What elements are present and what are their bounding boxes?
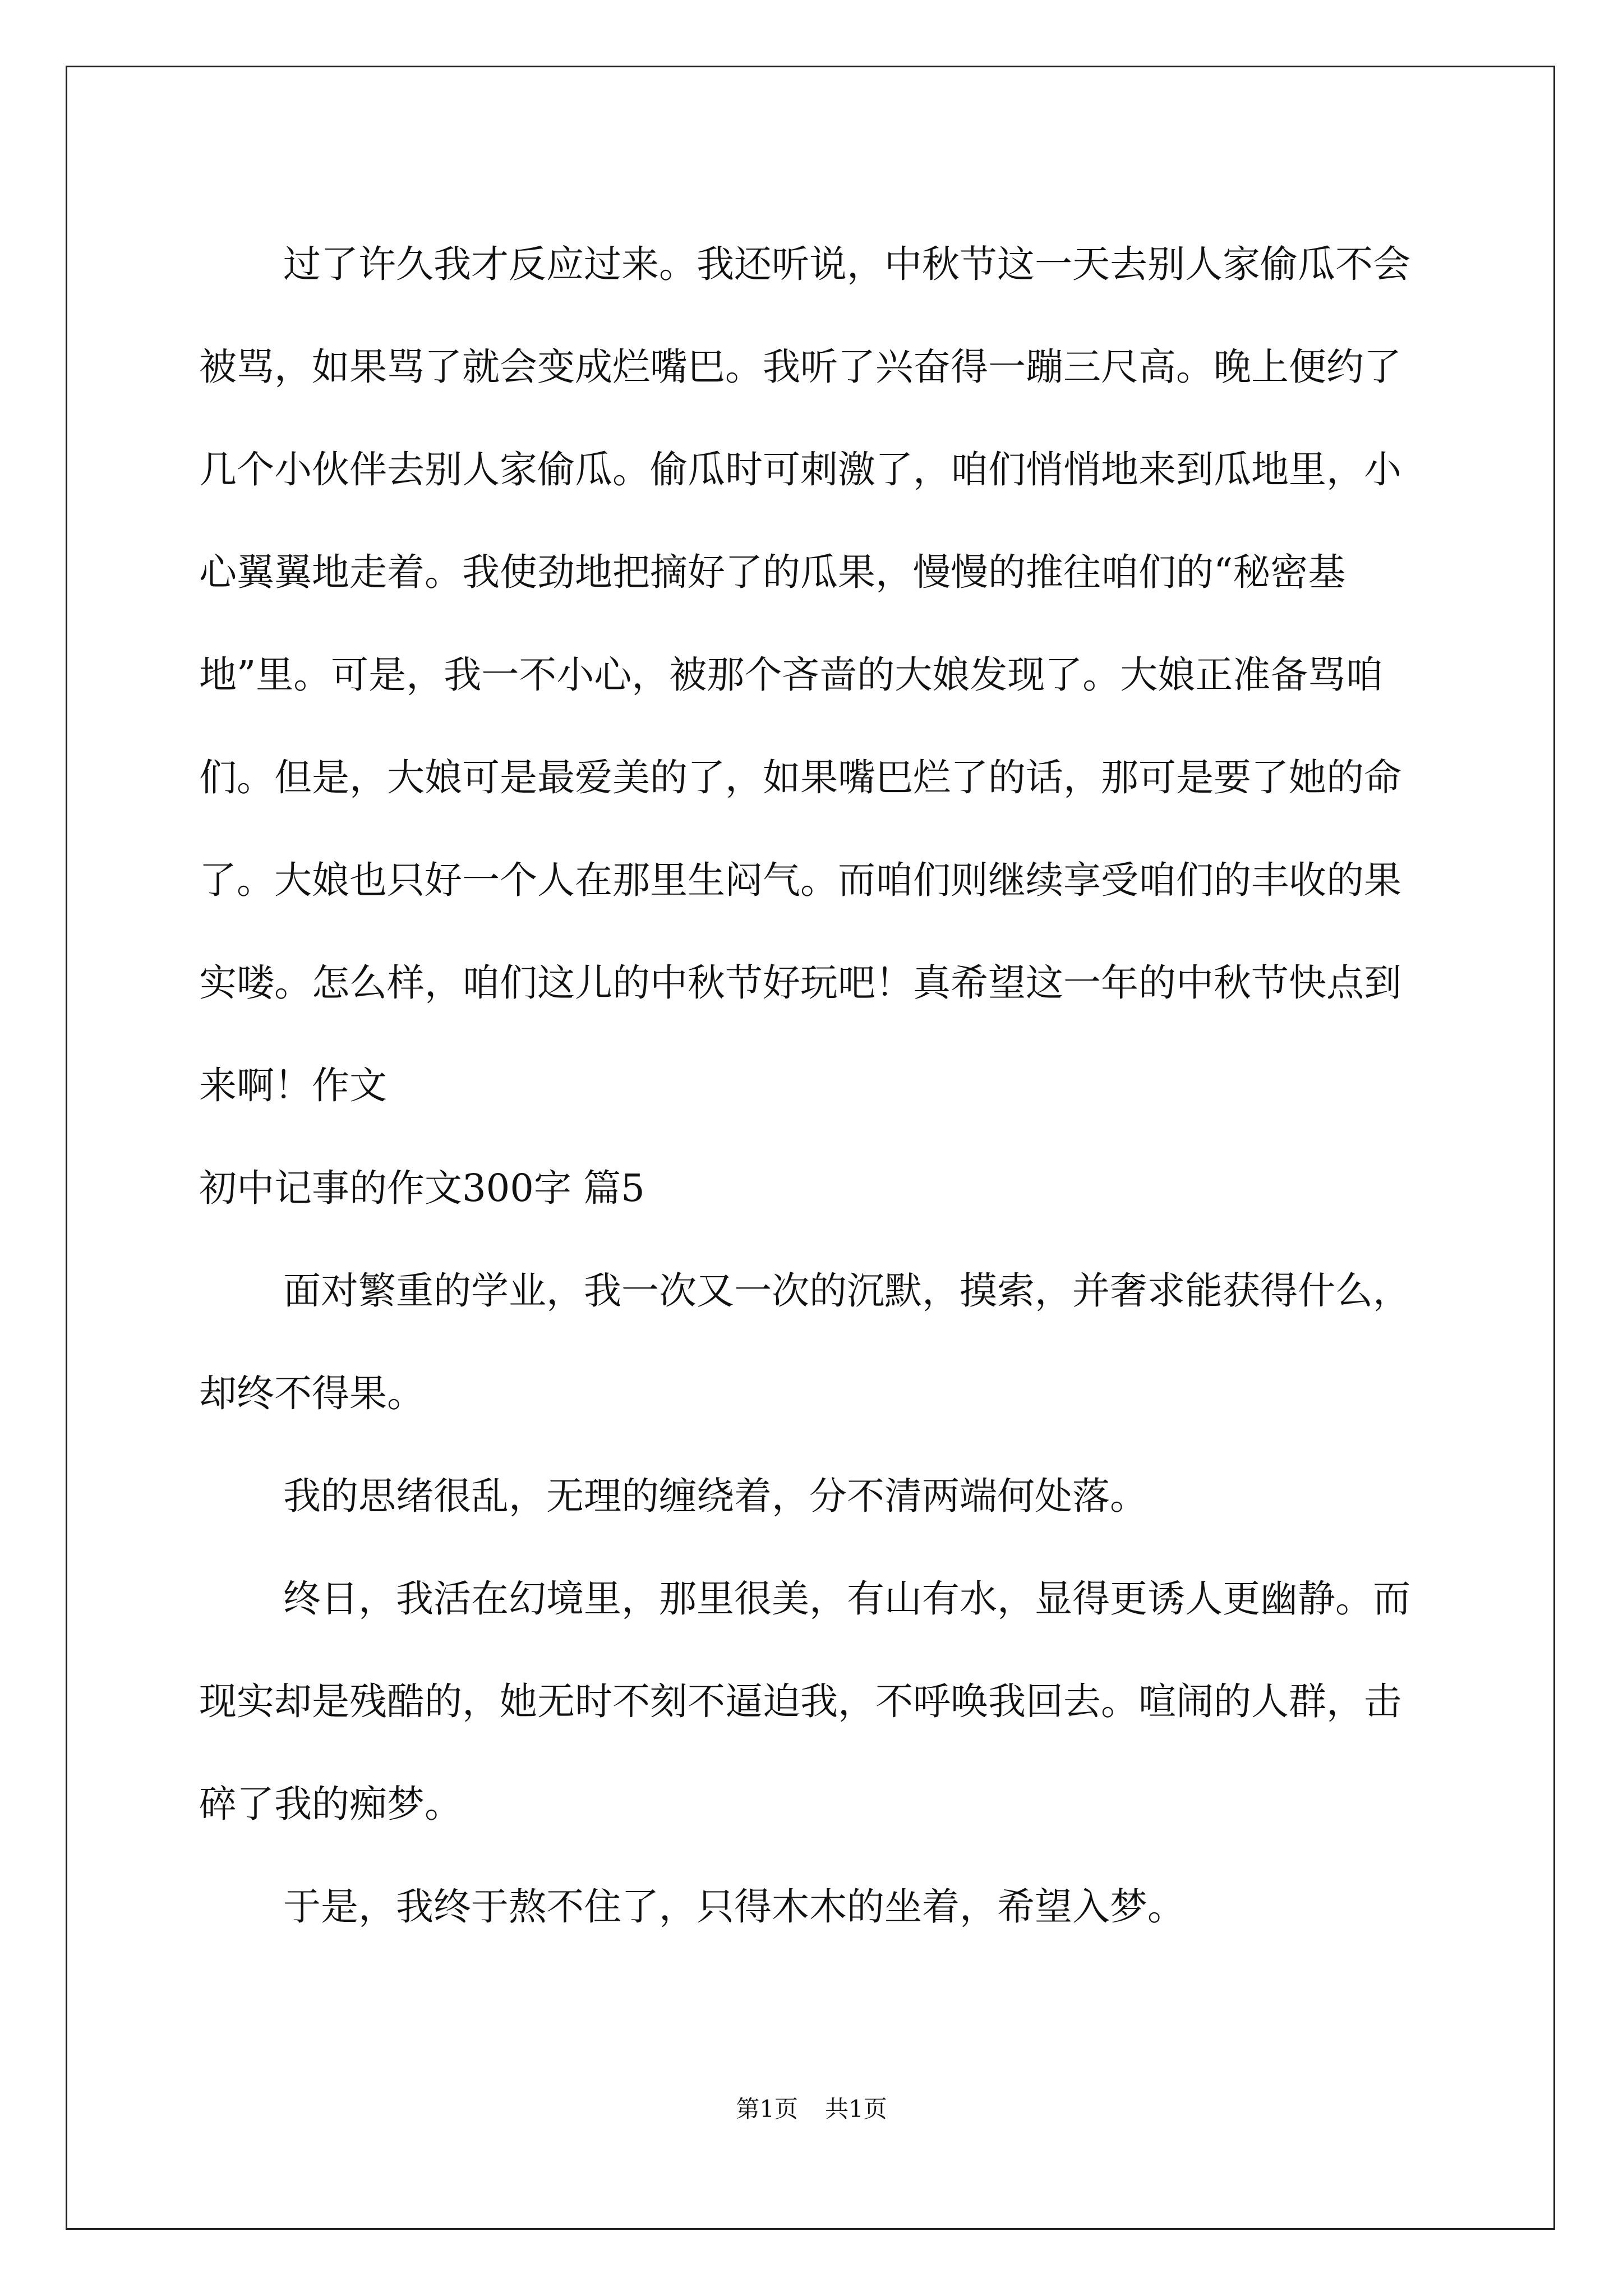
paragraph-2: 面对繁重的学业，我一次又一次的沉默，摸索，并奢求能获得什么，却终不得果。 <box>199 1269 1410 1415</box>
document-body <box>199 213 1433 1958</box>
page-total: 共1页 <box>825 2095 887 2123</box>
page-footer <box>0 2092 1623 2126</box>
section-heading: 初中记事的作文300字 篇5 <box>199 1166 645 1210</box>
paragraph-1: 过了许久我才反应过来。我还听说，中秋节这一天去别人家偷瓜不会被骂，如果骂了就会变成烂嘴巴。我听了兴奋得一蹦三尺高。晚上便约了几个小伙伴去别人家偷瓜。偷瓜时可刺激了，咱们悄悄地来到瓜地里，小心翼翼地走着。我使劲地把摘好了的瓜果，慢慢的推往咱们的“秘密基地”里。可是，我一不小心，被那个吝啬的大娘发现了。大娘正准备骂咱们。但是，大娘可是最爱美的了，如果嘴巴烂了的话，那可是要了她的命了。大娘也只好一个人在那里生闷气。而咱们则继续享受咱们的丰收的果实喽。怎么样，咱们这儿的中秋节好玩吧！真希望这一年的中秋节快点到来啊！作文 <box>199 242 1410 1107</box>
paragraph-3: 我的思绪很乱，无理的缠绕着，分不清两端何处落。 <box>283 1474 1147 1518</box>
page-number: 第1页 <box>736 2095 798 2123</box>
paragraph-5: 于是，我终于熬不住了，只得木木的坐着，希望入梦。 <box>283 1885 1185 1929</box>
paragraph-4: 终日，我活在幻境里，那里很美，有山有水，显得更诱人更幽静。而现实却是残酷的，她无时不刻不逼迫我，不呼唤我回去。喧闹的人群，击碎了我的痴梦。 <box>199 1577 1410 1826</box>
